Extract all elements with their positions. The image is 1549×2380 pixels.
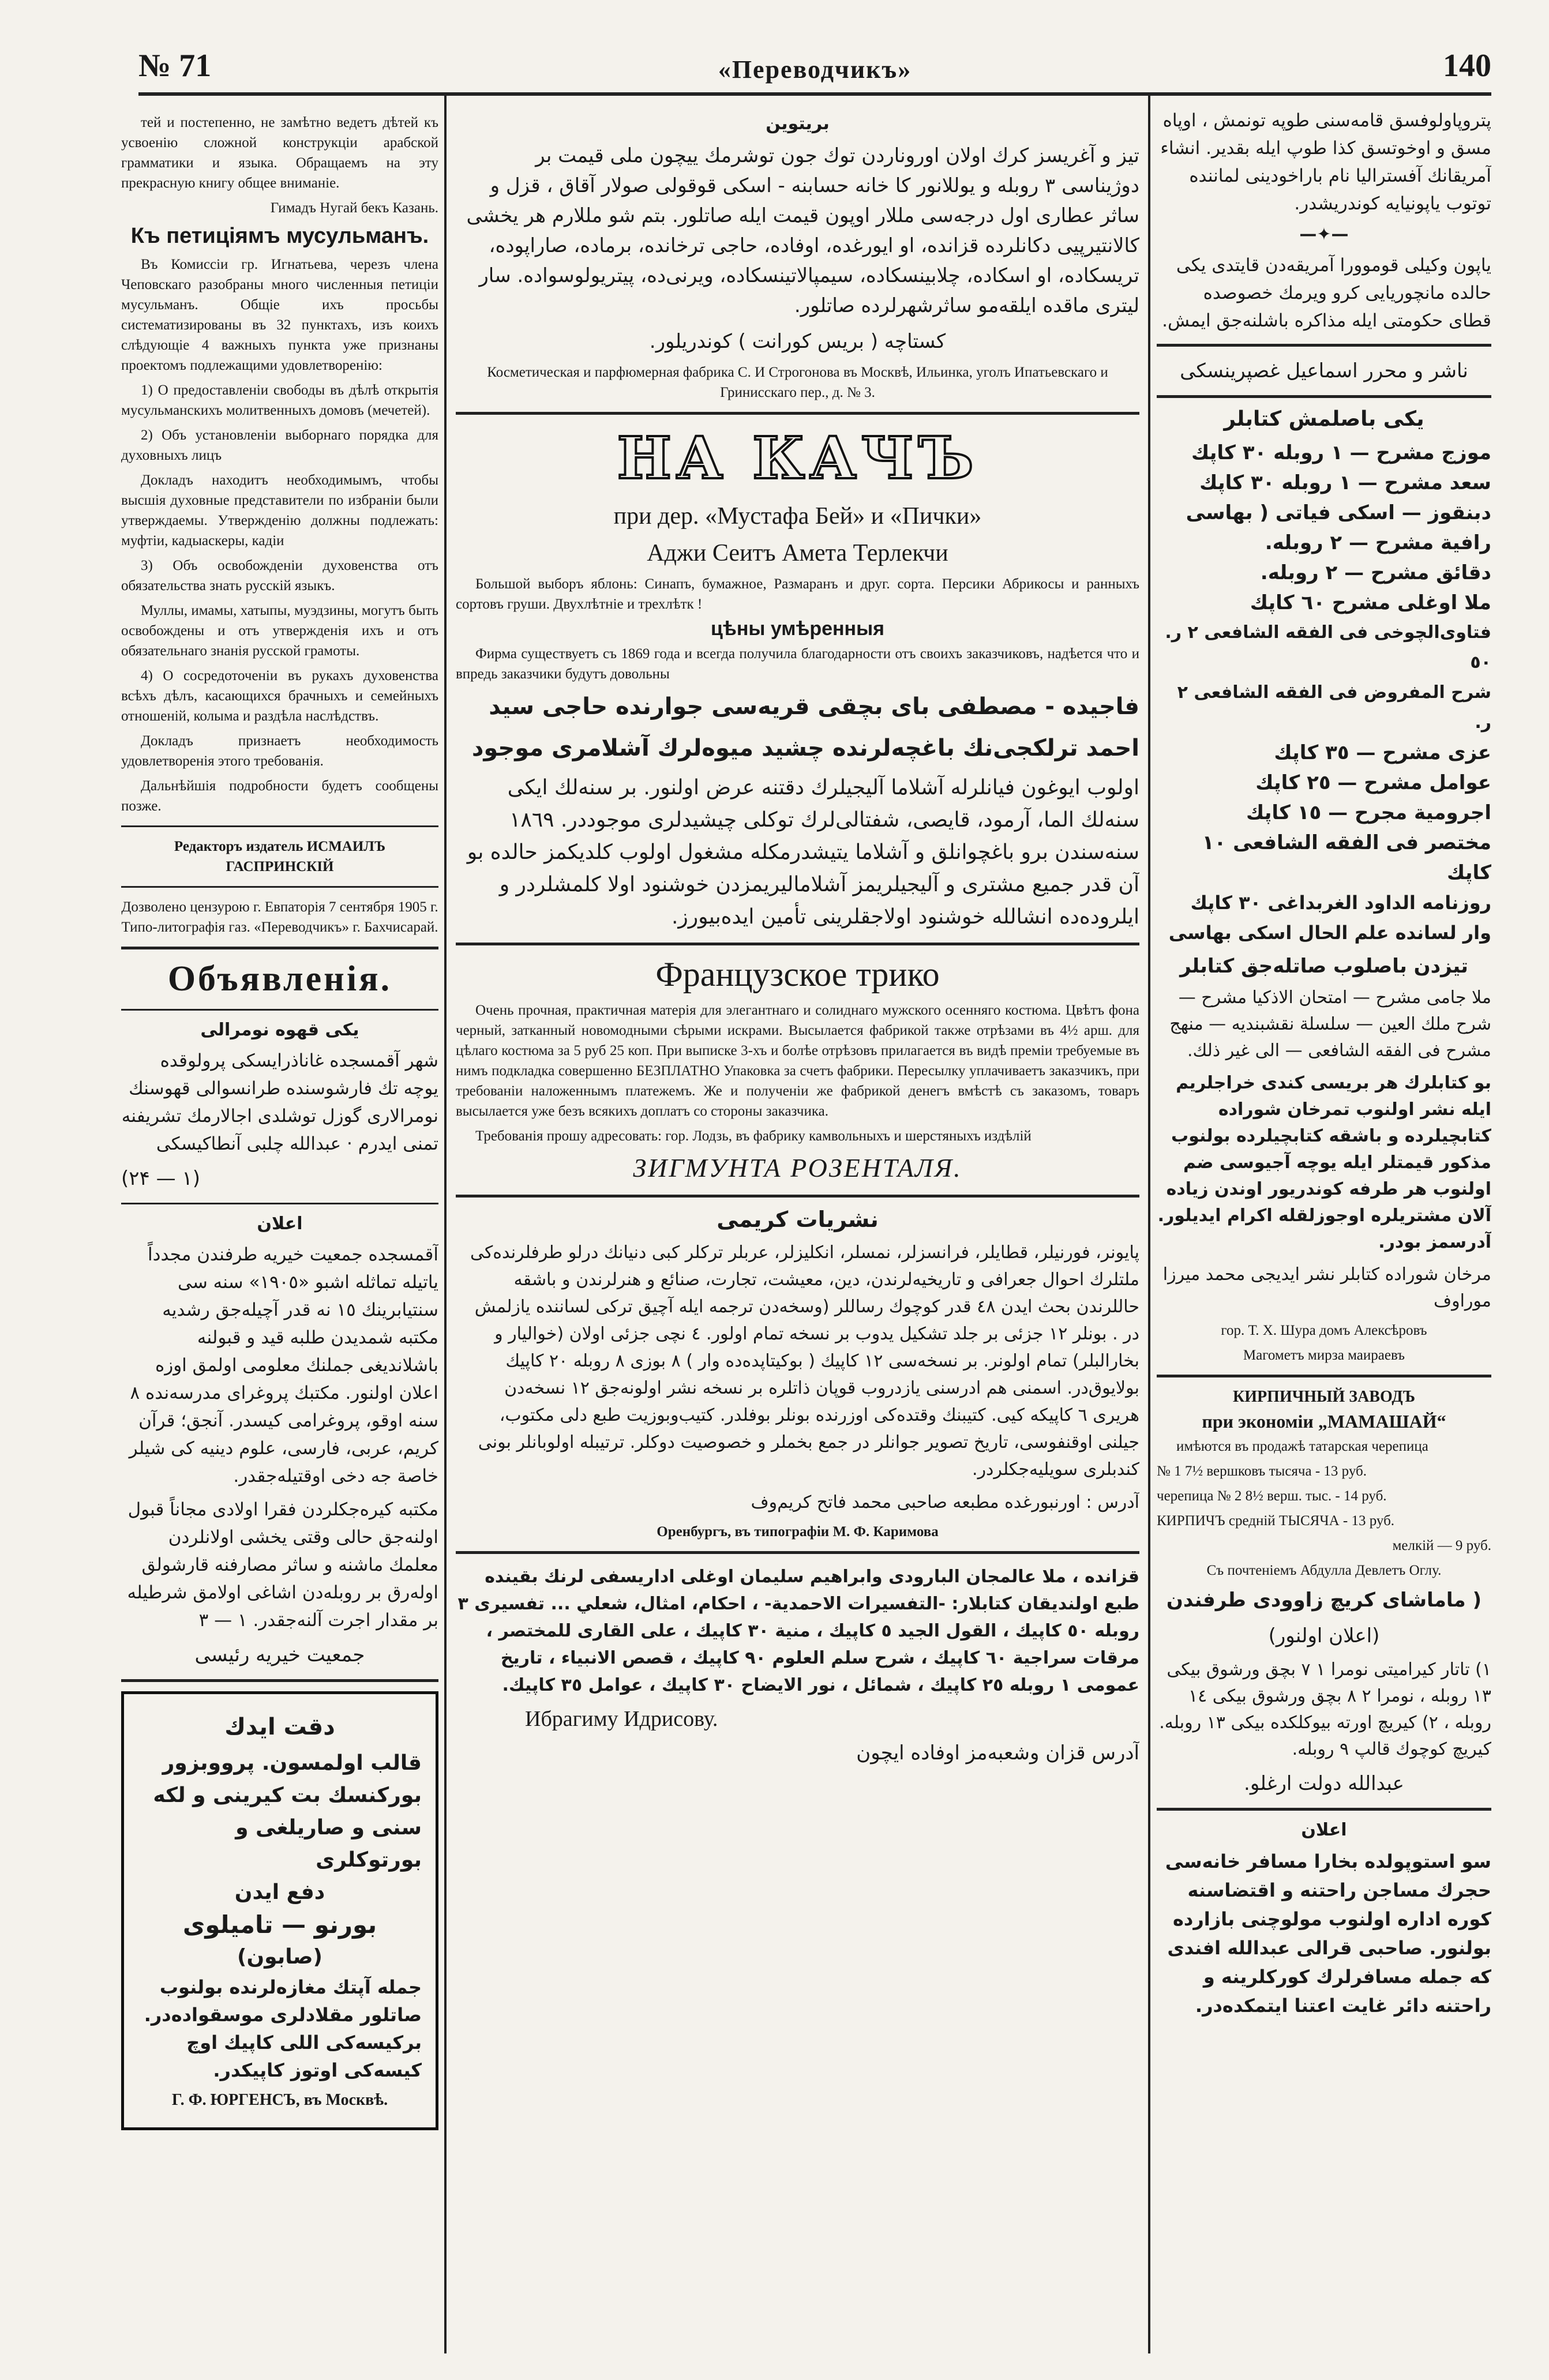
nakach-text-2: Фирма существуетъ съ 1869 года и всегда получила благодарности отъ своихъ заказчиковъ, надѣется что и впредь заказчики будутъ довольны bbox=[456, 646, 1139, 682]
middle-column bbox=[456, 107, 1139, 2351]
book-item: اجرومية مجرح — ١٥ كاپك bbox=[1246, 801, 1491, 824]
ornament-star: —✦— bbox=[1299, 224, 1349, 245]
brick-ar-text: ١) تاتار كيراميتى نومرا ١ ٧ بچق ورشوق بيكى ١٣ روبله ، نومرا ٢ ٨ بچق ورشوق بيكى ١٤ روبله ، ٢) كيريچ اورته بيوكلكده بيكى ١٣ روبله. كيريچ كوچوك قالپ ٩ روبله. bbox=[1159, 1660, 1491, 1759]
kerimi-title: نشريات كريمى bbox=[717, 1207, 879, 1232]
page-number: 140 bbox=[1443, 48, 1491, 84]
divider bbox=[1157, 1808, 1491, 1811]
book-item: دقائق مشرح — ٢ روبله. bbox=[1260, 561, 1491, 584]
kazan-books-signature: Ибрагиму Идрисову. bbox=[525, 1707, 718, 1731]
issue-number: № 71 bbox=[138, 48, 212, 84]
book-item: وار لسانده علم الحال اسكى بهاسى bbox=[1168, 922, 1491, 944]
ad-school-signature: جمعيت خيريه رئيسى bbox=[194, 1643, 365, 1666]
soap-ad-text: جمله آپتك مغازه‌لرنده بولنوب صاتلور مقلادلرى موسقواده‌در. بركيسه‌كى اللى كاپيك اوچ كيسه‌كى اوتوز كاپيكدر. bbox=[144, 1976, 422, 2081]
soap-ad-line-3: سنى و صاريلغى و بورتوكلرى bbox=[235, 1816, 422, 1872]
book-item: روزنامه الداود الغربداغى ٣٠ كاپك bbox=[1190, 892, 1491, 914]
upcoming-books-text-2: بو كتابلرك هر بريسى كندى خراجلريم ايله نشر اولنوب تمرخان شوراده كتابچيلرده و باشقه كتابچيلرده بولنوب مذكور قيمتلر ايله يوچه آجيوسى ضم اولنوب هر طرفه كوندريور اوندن زياده آلان مشتريلره اوجوزلقله اكرام ايديلور. آدرسمز بودر. bbox=[1157, 1073, 1491, 1252]
nakach-title: НА КАЧЪ bbox=[617, 424, 978, 492]
news-paragraph-1: پتروپاولوفسق قامه‌سنى طوپه تونمش ، اوپاه مسق و اوخوتسق كذا طوپ ايله بقدير. انشاء آمريقانك آفستراليا نام باراخودينى لماننده توتوب ياپونيايه كوندريشدر. bbox=[1160, 110, 1491, 214]
petitions-paragraph-1: Въ Комиссіи гр. Игнатьева, черезъ члена Чеповскаго разобраны много численныя петиціи мусульманъ. Общіе ихъ просьбы систематизированы въ 32 пунктахъ, изъ коихъ слѣдующіе 4 важныхъ пункта уже признаны проектомъ подлежащими удовлетворенію: bbox=[121, 257, 438, 373]
soap-ad-title: دقت ايدك bbox=[224, 1714, 335, 1740]
book-item: عوامل مشرح — ٢٥ كاپك bbox=[1255, 771, 1491, 794]
soap-ad-line-4: دفع ايدن bbox=[234, 1880, 325, 1904]
tricot-title: Французское трико bbox=[655, 955, 940, 993]
brick-price-row: КИРПИЧЪ средній ТЫСЯЧА - 13 руб. bbox=[1157, 1513, 1395, 1529]
soap-ad-line-2: بوركنسك بت كيرينى و لكه bbox=[153, 1784, 422, 1807]
upcoming-books-text: ملا جامى مشرح — امتحان الاذكيا مشرح — شرح ملك العين — سلسلة نقشبنديه — منهج مشرح فى الفقه الشافعى — الى غير ذلك. bbox=[1169, 988, 1491, 1061]
kazan-books-text: قزانده ، ملا عالمجان البارودى وابراهيم سليمان اوغلى اداريسفى لرنك بقينده طبع اولنديقان كتابلار: -التفسيرات الاحمدية- ، احكام، امثال، شعلي ... تفسيرى ٣ روبله ٥٠ كاپيك ، القول الجيد ٥ كاپيك ، منية ٣٠ كاپيك ، على القارى للمختصر ، مرقات سراجية ٦٠ كاپيك ، شرح سلم العلوم ٩٠ كاپيك ، قصص الانبياء ، تاريخ عمومى ١ روبله ٢٥ كاپيك ، شمائل ، نور الايضاح ٣٠ كاپيك ، عوامل ٣٥ كاپيك. bbox=[457, 1567, 1139, 1695]
petitions-paragraph-7: 4) О сосредоточеніи въ рукахъ духовенства всѣхъ дѣлъ, касающихся брачныхъ и семейныхъ отношеній, колыма и раздѣла наслѣдствъ. bbox=[121, 668, 438, 724]
tricot-text: Очень прочная, практичная матерія для элегантнаго и солиднаго мужского осенняго костюма. Цвѣтъ фона черный, затканный новомодными сѣрыми искрами. Высылается фабрикой также отрѣзами въ 4½ арш. для цѣлаго костюма за 5 руб 25 коп. При выписке 3-хъ и болѣе отрѣзовъ прилагается въ видѣ преміи требуемые въ нимъ подкладка совершенно БЕЗПЛАТНО Упаковка за счетъ фабрики. Пересылку уплачиваетъ заказчикъ, при требованіи наложеннымъ платежемъ. Же и полученіи же фабрикой денегъ вмѣстѣ съ заказомъ, товаръ высылается уже безъ всякихъ доплатъ со стороны заказчика. bbox=[456, 1003, 1139, 1119]
tricot-firm: ЗИГМУНТА РОЗЕНТАЛЯ. bbox=[633, 1153, 962, 1183]
soap-ad-brand: بورنو — تاميلوى bbox=[182, 1910, 377, 1939]
book-item: دبنقوز — اسكى فياتى ( بهاسى bbox=[1186, 501, 1491, 524]
book-review-text: тей и постепенно, не замѣтно ведетъ дѣтей къ усвоенію сложной конструкціи арабской грамматики и языка. Обращаемъ на эту прекрасную книгу общее вниманіе. bbox=[121, 115, 438, 191]
petitions-paragraph-9: Дальнѣйшія подробности будетъ сообщены позже. bbox=[121, 778, 438, 814]
ad-school-text-2: مكتبه كيره‌جكلردن فقرا اولادى مجاناً قبول اولنه‌جق حالى وقتى يخشى اولانلردن معلمك ماشنه و ساثر مصارفنه قارشولق اوله‌رق بر روبله‌دن اشاغى اولامق شرطيله بر مقدار اجرت آلنه‌جقدر. ١ — ٣ bbox=[127, 1499, 438, 1631]
ad-school-title: اعلان bbox=[257, 1214, 303, 1234]
news-paragraph-2: ياپون وكيلى قوموورا آمريقه‌دن قايتدى يكى حالده مانچوريايى كرو ويرمك خصوصده قطاى حكومتى ايله مذاكره باشلنه‌جق ايمش. bbox=[1162, 255, 1491, 331]
editor-line: Редакторъ издатель ИСМАИЛЪ ГАСПРИНСКІЙ bbox=[174, 839, 386, 874]
divider bbox=[121, 1009, 438, 1011]
divider bbox=[1157, 344, 1491, 347]
book-item: ملا اوغلى مشرح ٦٠ كاپك bbox=[1250, 591, 1491, 614]
kerimi-address-ru: Оренбургъ, въ типографіи М. Ф. Каримова bbox=[657, 1524, 939, 1540]
publisher-line: ناشر و محرر اسماعيل غصپرينسكى bbox=[1180, 359, 1468, 382]
divider bbox=[121, 886, 438, 888]
hotel-ad-title: اعلان bbox=[1301, 1820, 1347, 1840]
upcoming-books-address-1: гор. Т. Х. Шура домъ Алексѣровъ bbox=[1221, 1323, 1427, 1338]
divider bbox=[456, 412, 1139, 415]
divider bbox=[121, 1203, 438, 1204]
brilliantine-title: بريتوين bbox=[766, 114, 830, 134]
brilliantine-text: تيز و آغريسز كرك اولان اوروناردن توك جون توشرمك ييچون ملى قيمت بر دوژيناسى ٣ روبله و يوللانور كا خانه حسابنه - اسكى قوقولى صولار آقاق ، قزل و ساثر عطارى اول درجه‌سى مللار اوپون قيمت ايله صاتلور. بتم شو مللارم هر يخشى كالانتيرپيى دكانلرده قزانده، او ايورغده، اوفاده، حاجى ترخانده، برماده، صاراپوده، تريسكاده، او اسكاده، چلابينسكاده، سيمپالاتينسكاده، ويرنى‌ده، پيتريولوسواده. سار ليترى ماقده ايلقه‌مو ساثرشهرلرده صاتلور. bbox=[466, 144, 1139, 317]
page-header bbox=[138, 35, 1491, 96]
column-divider-left bbox=[444, 95, 447, 2353]
strogonov-address: Косметическая и парфюмерная фабрика С. И Строгонова въ Москвѣ, Ильинка, уголъ Ипатьевскаго и Гринисскаго пер., д. № 3. bbox=[487, 365, 1108, 400]
petitions-paragraph-3: 2) Объ установленіи выборнаго порядка для духовныхъ лицъ bbox=[121, 427, 438, 463]
nakach-owner: Аджи Сеитъ Амета Терлекчи bbox=[647, 540, 948, 566]
kerimi-text: پايونر، فورنيلر، قطايلر، فرانسزلر، نمسلر، انكليزلر، عربلر تركلر كبى دنيانك درلو طرفلرنده‌كى ملتلرك احوال جعرافى و تاريخيه‌لرندن، دين، معيشت، تجارت، صنائع و هنرلرندن و باشقه حاللرندن بحث ايدن ٤٨ قدر كوچوك رساللر (وسخه‌دن ترجمه ايله آچيق تركى لساننده يازلمش در . بونلر ١٢ جزئى بر جلد تشكيل يدوب بر نسخه تمام اولور. ٤ نچى جزئى اولان (خواليار و بخارالبلر) تمام اولونر. بر نسخه‌سى ١٢ كاپيك ( بوكيتاپده‌ده وار ) ٨ بوزى ٨ روبله ٢٠ كاپيك بولايوق‌در. اسمنى هم ادرسنى يازدروب قوپان ذاتلره بر نسخه نشر اولونه‌جق ١٢ نسخه‌دن هريرى ٦ كاپيكه كيى. كتيبنك وقتده‌كى اوزرنده بونلر بوفلدر. كتيب‌وبوزيت طبع دلى مكتوب، جيلنى اوقنفوسى، تاريخ تصوير جوانلر در جمع بخملر و خصوصيت دوكلر. ترتيبله اولوبانلر بونى كندبلرى سويليه‌جكلردر. bbox=[470, 1242, 1139, 1480]
soap-ad-line-1: قالب اولمسون. پرووبزور bbox=[162, 1751, 422, 1775]
soap-ad-soap: (صابون) bbox=[237, 1945, 323, 1969]
divider bbox=[121, 947, 438, 949]
petitions-paragraph-2: 1) О предоставленіи свободы въ дѣлѣ открытія мусульманскихъ молитвенныхъ домовъ (мечетей). bbox=[121, 382, 438, 418]
divider bbox=[1157, 395, 1491, 398]
ad-coffee-title: يكى قهوه نومرالى bbox=[200, 1020, 359, 1040]
nakach-location: при дер. «Мустафа Бей» и «Пички» bbox=[613, 503, 982, 530]
petitions-paragraph-6: Муллы, имамы, хатыпы, муэдзины, могутъ быть освобождены и отъ утвержденія ихъ и отъ обязательнаго знанія русской грамоты. bbox=[121, 603, 438, 659]
kerimi-address: آدرس : اورنبورغده مطبعه صاحبى محمد فاتح كريم‌وف bbox=[751, 1492, 1139, 1512]
brick-ar-title: ( ماماشاى كريچ زاوودى طرفندن bbox=[1166, 1589, 1482, 1612]
brick-ar-signature: عبدالله دولت ارغلو. bbox=[1244, 1772, 1404, 1795]
left-column bbox=[121, 112, 438, 2351]
brilliantine-signature: كستاچه ( بريس كورانت ) كوندريلور. bbox=[649, 330, 946, 353]
brick-factory-subtitle: при экономіи „МАМАШАЙ“ bbox=[1202, 1411, 1446, 1432]
brick-price-row: № 1 7½ вершковъ тысяча - 13 руб. bbox=[1157, 1463, 1367, 1479]
hotel-ad-text: سو استوپولده بخارا مسافر خانه‌سى حجرك مساجن راحتنه و اقتضاسنه كوره اداره اولنوب مولوچنى بازارده بولنور. صاحبى قرالى عبدالله افندى كه جمله مسافرلرك كوركلرينه و راحتنه دائر غايت اعتنا ايتمكده‌در. bbox=[1165, 1850, 1491, 2017]
new-books-title: يكى باصلمش كتابلر bbox=[1224, 407, 1424, 431]
kazan-books-address: آدرس قزان وشعبه‌مز اوفاده ايچون bbox=[856, 1741, 1139, 1765]
petitions-paragraph-4: Докладъ находитъ необходимымъ, чтобы высшія духовные представители по избраніи были утверждаемы. Утвержденію должны подлежать: муфтіи, кадыаскеры, кадіи bbox=[121, 472, 438, 549]
tricot-address: Требованія прошу адресовать: гор. Лодзь, въ фабрику камвольныхъ и шерстяныхъ издѣлій bbox=[475, 1128, 1032, 1144]
nakach-prices: цѣны умѣренныя bbox=[711, 618, 884, 640]
divider bbox=[1157, 1375, 1491, 1377]
divider bbox=[121, 825, 438, 827]
soap-ad-signature: Г. Ф. ЮРГЕНСЪ, въ Москвѣ. bbox=[171, 2091, 388, 2109]
petitions-paragraph-8: Докладъ признаетъ необходимость удовлетворенія этого требованія. bbox=[121, 733, 438, 769]
upcoming-books-signature: مرخان شوراده كتابلر نشر ايديجى محمد ميرزا موراوف bbox=[1162, 1264, 1491, 1311]
brick-price-row: мелкій — 9 руб. bbox=[1392, 1538, 1491, 1553]
ads-heading: Объявленія. bbox=[167, 959, 392, 998]
petitions-heading: Къ петиціямъ мусульманъ. bbox=[130, 224, 429, 248]
column-divider-right bbox=[1148, 95, 1150, 2353]
divider bbox=[121, 1679, 438, 1682]
nakach-arabic-3: اولوب ايوغون فيانلرله آشلاما آليجيلرك دقتنه عرض اولنور. بر سنه‌لك ايكى سنه‌لك الما، آرمود، قايصى، شفتالى‌لرك توكلى چيشيدلرى موجوددر. ١٨٦٩ سنه‌سندن برو باغچوانلق و آشلاما يتيشدرمكله مشغول اولوب كلديكمز حالده بو آن‌ قدر جميع مشترى و آليجيلريمز آشلاماليريمزدن خوشنود اولا كلمشلردر و ايلروده‌ده انشالله خوشنود اولاجقلرينى تأمين ايده‌بيورز. bbox=[467, 776, 1139, 929]
ad-coffee-number: (۱ — ۲۴) bbox=[121, 1167, 200, 1190]
ad-school-text: آقمسجده جمعيت خيريه طرفندن مجدداً ياتيله تماثله اشبو «١٩٠٥» سنه سى سنتيابرينك ١٥ نه قدر آچيله‌جق رشديه مكتبه شمديدن طلبه قيد و قبولنه باشلانديغى جملنك معلومى اولمق اوزه اعلان اولنور. مكتبك پروغراى مدرسه‌نده ٨ سنه اوقو، پروغرامى كيسدر. آنجق؛ قرآن كريم، عربى، فارسى، علوم دينيه كى شيلر خاصة جه دخى اوقتيله‌جقدر. bbox=[129, 1244, 438, 1486]
newspaper-title: «Переводчикъ» bbox=[718, 55, 912, 84]
book-item: شرح المفروض فى الفقه الشافعى ٢ ر. bbox=[1177, 682, 1491, 733]
brick-factory-text: имѣются въ продажѣ татарская черепица bbox=[1176, 1439, 1428, 1454]
censor-note: Дозволено цензурою г. Евпаторія 7 сентября 1905 г. Типо-литографія газ. «Переводчикъ» г. Бахчисарай. bbox=[121, 899, 438, 935]
nakach-text: Большой выборъ яблонь: Синапъ, бумажное, Размаранъ и друг. сорта. Персики Абрикосы и ранныхъ сортовъ груши. Двухлѣтніе и трехлѣтк ! bbox=[456, 576, 1139, 612]
brick-ar-subtitle: (اعلان اولنور) bbox=[1268, 1624, 1380, 1647]
nakach-arabic-2: احمد ترلكجى‌نك باغچه‌لرنده چشيد ميوه‌لرك آشلامرى موجود bbox=[471, 735, 1139, 761]
upcoming-books-address-2: Магометъ мирза маираевъ bbox=[1243, 1347, 1405, 1363]
book-item: فتاوى‌الچوخى فى الفقه الشافعى ٢ ر. ٥٠ bbox=[1165, 622, 1491, 673]
upcoming-books-title: تيزدن باصلوب صاتله‌جق كتابلر bbox=[1180, 955, 1468, 978]
petitions-paragraph-5: 3) Объ освобожденіи духовенства отъ обязательства знать русскій языкъ. bbox=[121, 558, 438, 594]
right-column bbox=[1157, 107, 1491, 2351]
soap-ad-box bbox=[121, 1691, 438, 2130]
book-review-signature: Гимадъ Нугай бекъ Казань. bbox=[270, 200, 438, 216]
divider bbox=[456, 1195, 1139, 1197]
ad-coffee-text: شهر آقمسجده غاناذرايسكى پرولوقده يوچه تك فارشوسنده طرانسوالى قهوسنك نومرالارى گوزل توشلدى اجالارمك تشريفنه تمنى ايدرم · عبدالله چلبى آنطاكيسكى bbox=[121, 1050, 438, 1154]
book-item: سعد مشرح — ١ روبله ٣٠ كاپك bbox=[1199, 471, 1491, 494]
nakach-arabic-1: فاجيده - مصطفى باى بچقى قريه‌سى جوارنده حاجى سيد bbox=[489, 693, 1139, 720]
brick-factory-signature: Съ почтеніемъ Абдулла Девлетъ Оглу. bbox=[1206, 1563, 1442, 1578]
book-item: رافية مشرح — ٢ روبله. bbox=[1265, 531, 1491, 554]
book-item: عزى مشرح — ٣٥ كاپك bbox=[1274, 741, 1491, 764]
book-item: مختصر فى الفقه الشافعى ١٠ كاپك bbox=[1202, 831, 1491, 884]
book-item: موزج مشرح — ١ روبله ٣٠ كاپك bbox=[1191, 441, 1491, 464]
brick-price-row: черепица № 2 8½ верш. тыс. - 14 руб. bbox=[1157, 1488, 1387, 1504]
divider bbox=[456, 943, 1139, 945]
brick-factory-title: КИРПИЧНЫЙ ЗАВОДЪ bbox=[1232, 1388, 1416, 1406]
divider bbox=[456, 1551, 1139, 1554]
